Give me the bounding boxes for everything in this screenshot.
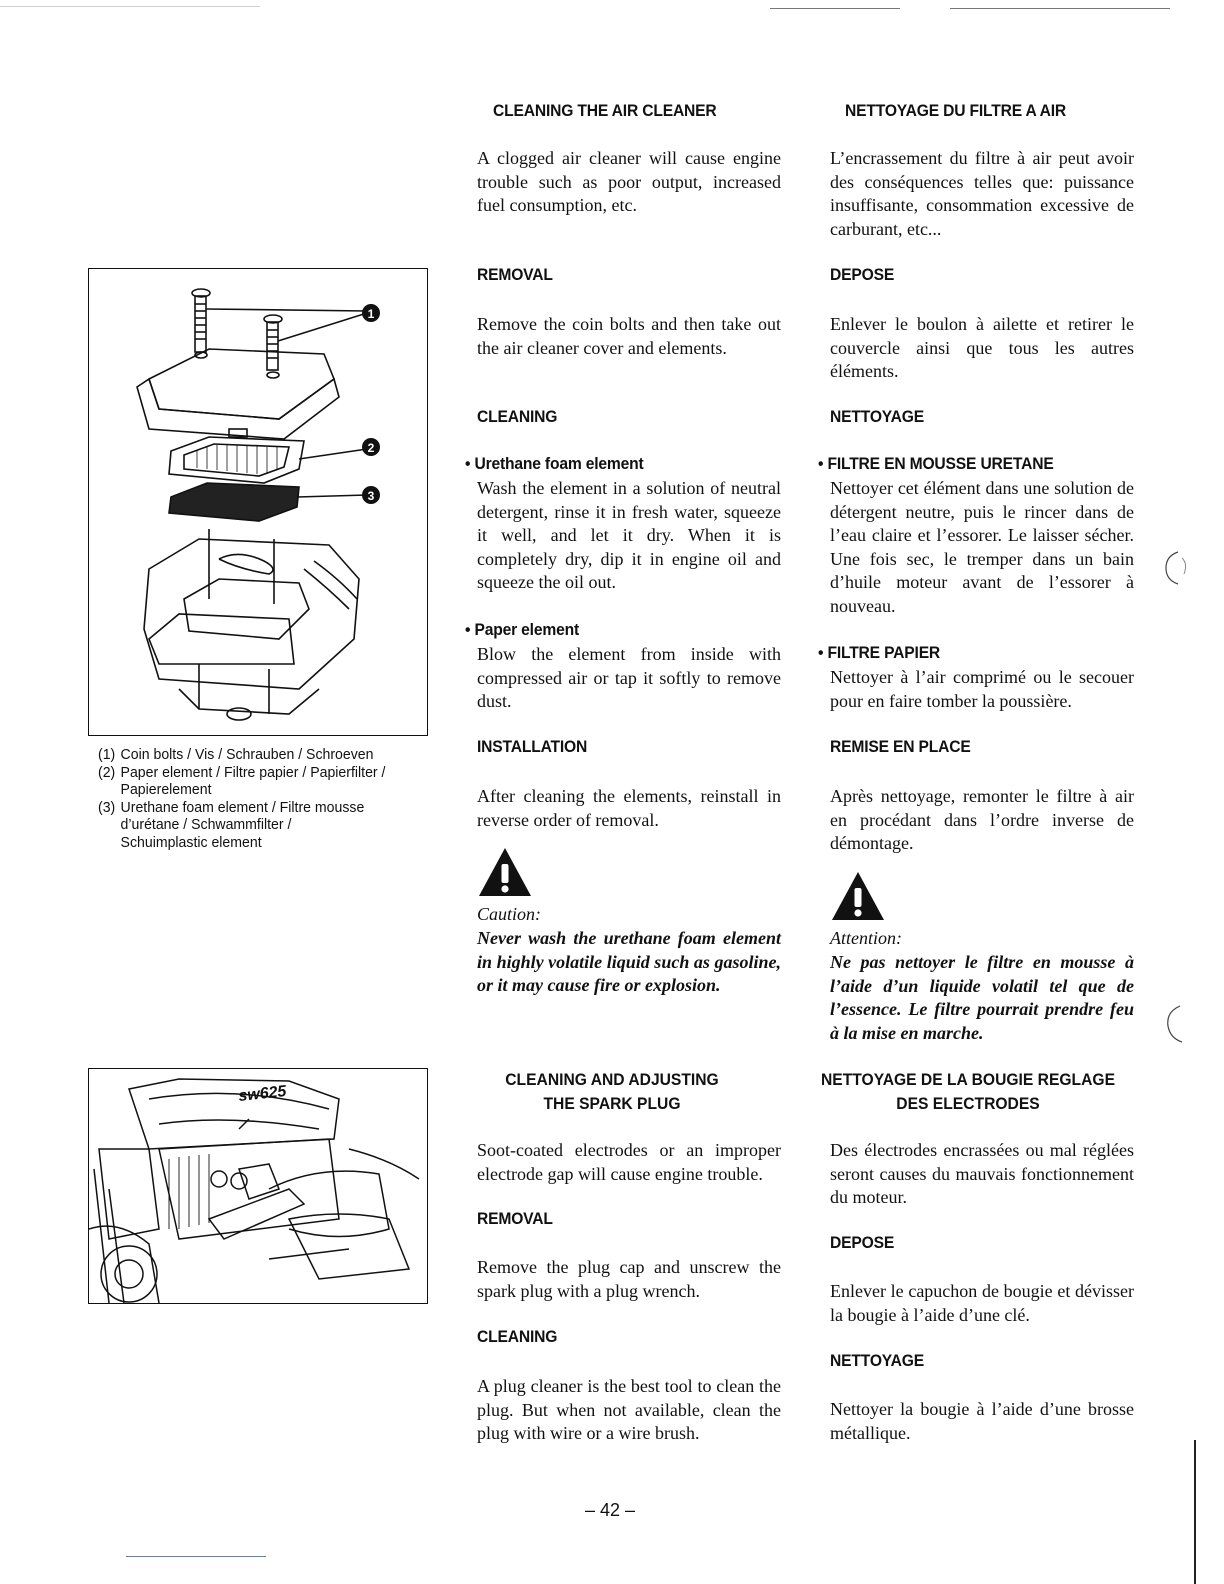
fr-caution-text: Ne pas nettoyer le filtre en mousse à l’aide d’un liquide volatil tel que de l’essence. Le filtre pourrait prendre feu à la mise en marche. xyxy=(830,952,1134,1043)
caption-2: (2) Paper element / Filtre papier / Papierfilter / xyxy=(98,763,386,781)
fr-spark-plug-title xyxy=(821,1068,1115,1116)
fr-spark-plug-title-line-1: NETTOYAGE DE LA BOUGIE REGLAGE xyxy=(820,1070,1116,1089)
binder-hole-mark xyxy=(1162,1002,1192,1046)
callout-markers xyxy=(362,304,380,504)
paper-text: Blow the element from inside with compressed air or tap it softly to remove dust. xyxy=(477,644,781,711)
fr-removal-text: Enlever le boulon à ailette et retirer le couvercle ainsi que tous les autres éléments. xyxy=(830,314,1134,381)
fr-spark-plug-intro: Des électrodes encrassées ou mal réglées seront causes du mauvais fonctionnement du moteur. xyxy=(830,1140,1134,1207)
spark-plug-title xyxy=(474,1068,750,1116)
fr-removal-title: DEPOSE xyxy=(830,265,895,284)
spark-plug-removal-illustration xyxy=(89,1069,427,1303)
removal-text: Remove the coin bolts and then take out the air cleaner cover and elements. xyxy=(477,314,781,358)
fr-air-cleaner-intro: L’encrassement du filtre à air peut avoir des conséquences telles que: puissance insuffisante, consommation excessive de carburant, etc... xyxy=(830,148,1134,239)
caption-2-cont: Papierelement xyxy=(120,781,212,798)
spark-plug-figure xyxy=(88,1068,428,1304)
air-cleaner-exploded-diagram xyxy=(89,269,427,735)
brand-label: sw625 xyxy=(237,1083,288,1105)
caution-label: Caution: xyxy=(477,904,542,924)
fr-air-cleaner-title: NETTOYAGE DU FILTRE A AIR xyxy=(845,101,1067,120)
spark-plug-title-line-2: THE SPARK PLUG xyxy=(543,1094,681,1113)
scan-line xyxy=(770,8,900,9)
spark-removal-text: Remove the plug cap and unscrew the spark plug with a plug wrench. xyxy=(477,1257,781,1301)
urethane-text: Wash the element in a solution of neutral detergent, rinse it in fresh water, squeeze it well, and let it dry. When it is completely dry, dip it in engine oil and squeeze the oil out. xyxy=(477,478,781,592)
svg-text:1: 1 xyxy=(367,307,375,321)
caution-text: Never wash the urethane foam element in highly volatile liquid such as gasoline, or it may cause fire or explosion. xyxy=(477,928,781,995)
spark-plug-intro: Soot-coated electrodes or an improper electrode gap will cause engine trouble. xyxy=(477,1140,781,1184)
fr-spark-cleaning-text: Nettoyer la bougie à l’aide d’une brosse métallique. xyxy=(830,1399,1134,1443)
fr-paper-title: • FILTRE PAPIER xyxy=(818,643,941,662)
fr-urethane-title: • FILTRE EN MOUSSE URETANE xyxy=(818,454,1054,473)
binder-hole-mark xyxy=(1162,548,1192,588)
fr-spark-removal-text: Enlever le capuchon de bougie et dévisser la bougie à l’aide d’une clé. xyxy=(830,1281,1134,1325)
fr-warning-icon xyxy=(830,870,886,922)
removal-title: REMOVAL xyxy=(477,265,553,284)
installation-text: After cleaning the elements, reinstall in reverse order of removal. xyxy=(477,786,781,830)
air-cleaner-title: CLEANING THE AIR CLEANER xyxy=(493,101,717,120)
fr-caution-label: Attention: xyxy=(830,928,902,948)
spark-cleaning-title: CLEANING xyxy=(477,1327,558,1346)
svg-text:3: 3 xyxy=(367,489,375,503)
spark-removal-title: REMOVAL xyxy=(477,1209,553,1228)
fr-spark-plug-title-line-2: DES ELECTRODES xyxy=(896,1094,1040,1113)
footer-rule xyxy=(126,1556,266,1557)
page-edge-line xyxy=(1194,1440,1196,1584)
caption-3-cont: d’urétane / Schwammfilter / xyxy=(120,816,292,833)
scan-line xyxy=(950,8,1170,9)
fr-installation-text: Après nettoyage, remonter le filtre à air en procédant dans l’ordre inverse de démontage. xyxy=(830,786,1134,853)
paper-title: • Paper element xyxy=(465,620,579,639)
fr-spark-cleaning-title: NETTOYAGE xyxy=(830,1351,924,1370)
svg-text:2: 2 xyxy=(367,441,375,455)
caption-3: (3) Urethane foam element / Filtre mousse xyxy=(98,798,365,816)
fr-paper-text: Nettoyer à l’air comprimé ou le secouer pour en faire tomber la poussière. xyxy=(830,667,1134,711)
spark-cleaning-text: A plug cleaner is the best tool to clean the plug. But when not available, clean the plug with wire or a wire brush. xyxy=(477,1376,781,1443)
spark-plug-title-line-1: CLEANING AND ADJUSTING xyxy=(505,1070,719,1089)
figure-captions xyxy=(98,746,408,851)
fr-installation-title: REMISE EN PLACE xyxy=(830,737,971,756)
installation-title: INSTALLATION xyxy=(477,737,588,756)
fr-cleaning-title: NETTOYAGE xyxy=(830,407,924,426)
urethane-title: • Urethane foam element xyxy=(465,454,644,473)
scan-line xyxy=(0,6,260,7)
fr-spark-removal-title: DEPOSE xyxy=(830,1233,895,1252)
caption-3-cont2: Schuimplastic element xyxy=(120,833,262,851)
fr-urethane-text: Nettoyer cet élément dans une solution de détergent neutre, puis le rincer dans de l’eau claire et l’essorer. Le laisser sécher. Une fois sec, le tremper dans un bain d’huile moteur avant de l’essorer à nouveau. xyxy=(830,478,1134,616)
page-number: – 42 – xyxy=(584,1500,636,1520)
cleaning-title: CLEANING xyxy=(477,407,558,426)
warning-icon xyxy=(477,846,533,898)
caption-1: (1) Coin bolts / Vis / Schrauben / Schroeven xyxy=(98,746,374,763)
air-cleaner-intro: A clogged air cleaner will cause engine trouble such as poor output, increased fuel consumption, etc. xyxy=(477,148,781,215)
air-cleaner-figure xyxy=(88,268,428,736)
